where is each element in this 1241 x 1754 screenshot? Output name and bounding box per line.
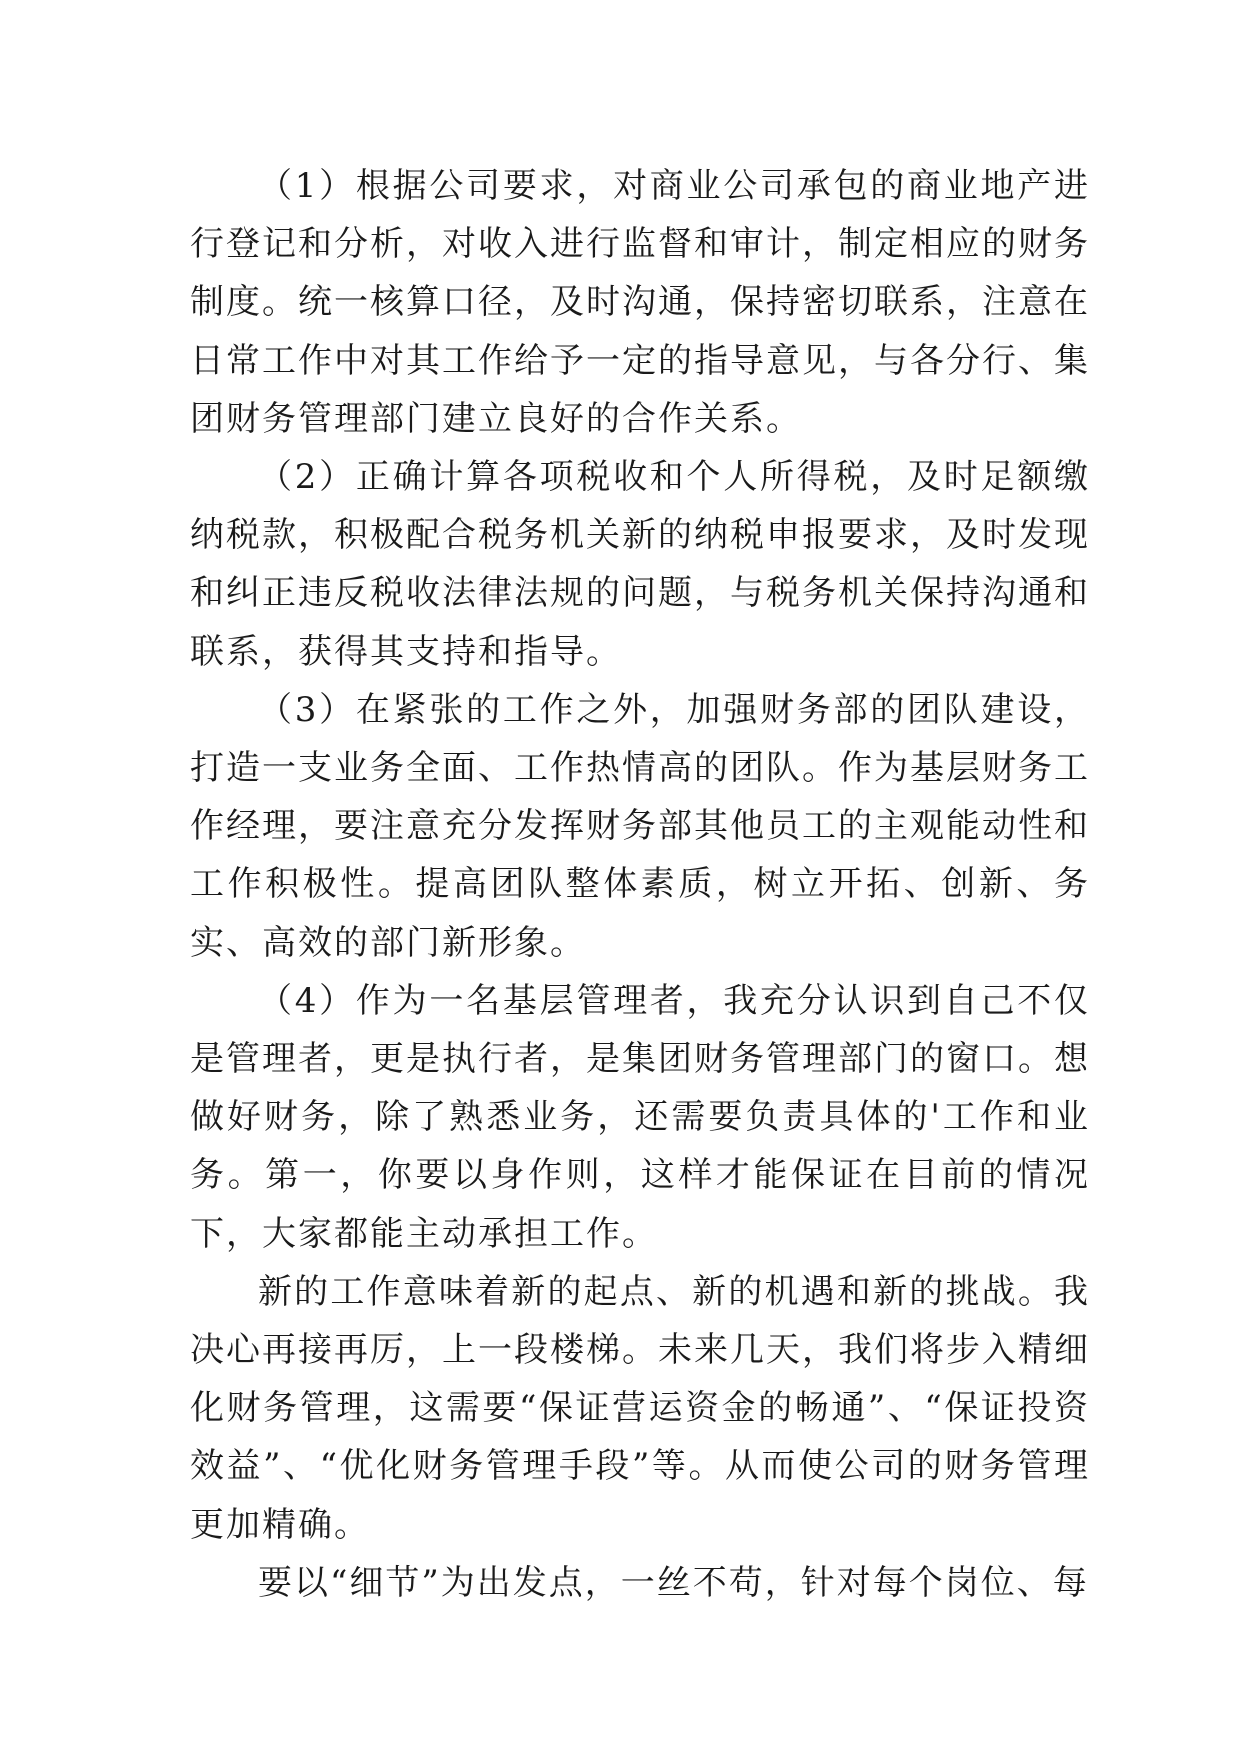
document-body (190, 157, 1090, 1612)
paragraph-3: （3）在紧张的工作之外，加强财务部的团队建设，打造一支业务全面、工作热情高的团队。作为基层财务工作经理，要注意充分发挥财务部其他员工的主观能动性和工作积极性。提高团队整体素质，树立开拓、创新、务实、高效的部门新形象。 (190, 689, 1090, 963)
paragraph-5: 新的工作意味着新的起点、新的机遇和新的挑战。我决心再接再厉，上一段楼梯。未来几天，我们将步入精细化财务管理，这需要“保证营运资金的畅通”、“保证投资效益”、“优化财务管理手段”等。从而使公司的财务管理更加精确。 (190, 1271, 1090, 1545)
paragraph-4: （4）作为一名基层管理者，我充分认识到自己不仅是管理者，更是执行者，是集团财务管理部门的窗口。想做好财务，除了熟悉业务，还需要负责具体的'工作和业务。第一，你要以身作则，这样才能保证在目前的情况下，大家都能主动承担工作。 (190, 980, 1090, 1254)
paragraph-1: （1）根据公司要求，对商业公司承包的商业地产进行登记和分析，对收入进行监督和审计，制定相应的财务制度。统一核算口径，及时沟通，保持密切联系，注意在日常工作中对其工作给予一定的指导意见，与各分行、集团财务管理部门建立良好的合作关系。 (190, 166, 1090, 439)
paragraph-6: 要以“细节”为出发点，一丝不苟，针对每个岗位、每 (258, 1562, 1089, 1603)
paragraph-2: （2）正确计算各项税收和个人所得税，及时足额缴纳税款，积极配合税务机关新的纳税申报要求，及时发现和纠正违反税收法律法规的问题，与税务机关保持沟通和联系，获得其支持和指导。 (190, 457, 1090, 672)
